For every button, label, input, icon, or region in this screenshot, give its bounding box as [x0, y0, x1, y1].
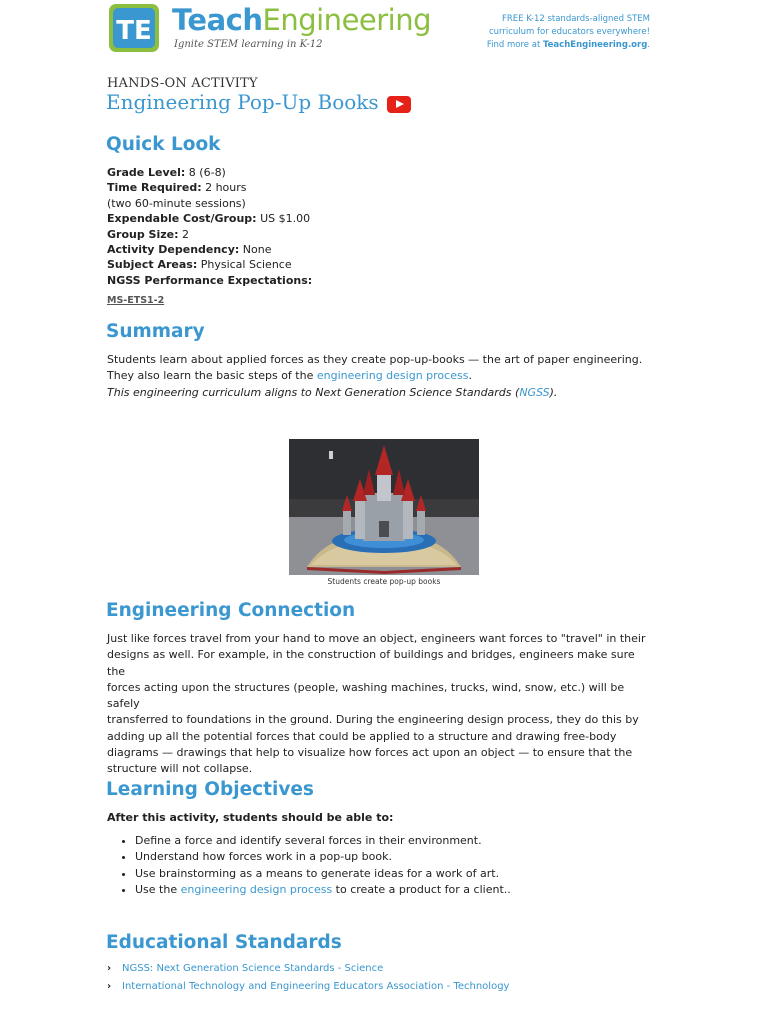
learning-objectives-heading: Learning Objectives [106, 779, 314, 800]
quick-look-value: (two 60-minute sessions) [107, 196, 246, 210]
paragraph-line: diagrams — drawings that help to visualize how forces act upon an object — to ensure that the [107, 746, 633, 760]
chevron-right-icon: › [107, 981, 112, 992]
engineering-design-process-link-2[interactable]: engineering design process [180, 882, 333, 896]
quick-look-label: Time Required: [107, 181, 202, 195]
summary-text [107, 352, 647, 401]
paragraph-line: forces acting upon the structures (people, washing machines, trucks, wind, snow, etc.) will be safely [107, 680, 625, 711]
standard-item-ngss[interactable] [107, 963, 383, 974]
summary-line-3-end: ). [549, 385, 558, 399]
summary-line-2 [107, 368, 647, 384]
standard-item-iteea[interactable] [107, 981, 509, 992]
quick-look-row [107, 273, 312, 288]
youtube-icon[interactable] [387, 96, 411, 113]
figure-caption: Students create pop-up books [327, 577, 441, 586]
educational-standards-heading: Educational Standards [106, 932, 342, 953]
paragraph-line: transferred to foundations in the ground. During the engineering design process, they do this by [107, 713, 639, 727]
activity-title: Engineering Pop-Up Books [106, 90, 379, 114]
logo-mark-text: TE [116, 16, 152, 46]
promo-suffix: . [647, 40, 650, 50]
learning-objectives-list [118, 833, 511, 898]
promo-text [470, 13, 650, 52]
quick-look-label: Group Size: [107, 227, 179, 241]
ngss-code-link[interactable]: MS-ETS1-2 [107, 295, 165, 306]
paragraph-line: structure will not collapse. [107, 762, 253, 776]
ngss-link[interactable]: NGSS [519, 385, 550, 399]
quick-look-row [107, 196, 312, 211]
standard-label: NGSS: Next Generation Science Standards - Science [122, 963, 384, 974]
quick-look-label: Activity Dependency: [107, 242, 240, 256]
summary-line-3 [107, 385, 647, 401]
quick-look-value: US $1.00 [256, 212, 311, 226]
quick-look-row [107, 165, 312, 180]
quick-look-value: 2 hours [201, 181, 247, 195]
summary-heading: Summary [106, 321, 205, 342]
promo-prefix: Find more at [486, 40, 543, 50]
quick-look-list [107, 165, 312, 288]
list-item: • Define a force and identify several forces in their environment. [135, 833, 511, 849]
quick-look-row [107, 242, 312, 257]
list-item-text: Use the [135, 882, 181, 896]
quick-look-label: Expendable Cost/Group: [107, 212, 257, 226]
paragraph-line: adding up all the potential forces that could be applied to a structure and drawing free-body [107, 729, 617, 743]
quick-look-heading: Quick Look [106, 134, 221, 155]
list-item-end: to create a product for a client.. [332, 882, 511, 896]
activity-kicker: HANDS-ON ACTIVITY [107, 76, 258, 91]
paragraph-line: Just like forces travel from your hand to move an object, engineers want forces to "travel" in their [107, 632, 646, 645]
engineering-connection-text [107, 631, 647, 778]
quick-look-value: None [239, 242, 272, 256]
promo-line-1: FREE K-12 standards-aligned STEM [501, 14, 650, 24]
teachengineering-logo-icon[interactable] [109, 4, 159, 52]
summary-line-2-text: They also learn the basic steps of the [107, 369, 317, 383]
promo-site-link[interactable]: TeachEngineering.org [543, 40, 648, 50]
summary-line-3-text: This engineering curriculum aligns to Next Generation Science Standards ( [107, 385, 520, 399]
quick-look-value: 8 (6-8) [185, 166, 226, 179]
popup-book-photo [289, 439, 479, 575]
summary-line-2-end: . [468, 369, 472, 383]
logo-teach: Teach [172, 3, 263, 37]
chevron-right-icon: › [107, 963, 112, 974]
quick-look-label: NGSS Performance Expectations: [107, 273, 313, 287]
standard-label: International Technology and Engineering Educators Association - Technology [122, 981, 510, 992]
engineering-design-process-link[interactable]: engineering design process [316, 369, 469, 383]
paragraph-line: designs as well. For example, in the construction of buildings and bridges, engineers make sure the [107, 648, 635, 678]
list-item: • Use brainstorming as a means to generate ideas for a work of art. [135, 866, 511, 882]
list-item: • Understand how forces work in a pop-up book. [135, 849, 511, 865]
logo-tagline: Ignite STEM learning in K-12 [174, 39, 323, 50]
engineering-connection-heading: Engineering Connection [106, 600, 356, 621]
quick-look-value: Physical Science [197, 258, 292, 272]
learning-objectives-intro: After this activity, students should be able to: [107, 811, 394, 824]
list-item [135, 882, 511, 898]
logo-wordmark[interactable] [172, 3, 431, 37]
quick-look-label: Grade Level: [107, 166, 186, 179]
quick-look-row [107, 211, 312, 226]
logo-engineering: Engineering [262, 3, 432, 37]
summary-line-1: Students learn about applied forces as they create pop-up-books — the art of paper engineering. [107, 353, 643, 366]
quick-look-value: 2 [178, 227, 189, 241]
quick-look-label: Subject Areas: [107, 258, 198, 272]
quick-look-row [107, 227, 312, 242]
promo-line-3 [470, 39, 650, 52]
quick-look-row [107, 257, 312, 272]
promo-line-2: curriculum for educators everywhere! [488, 27, 650, 37]
quick-look-row [107, 180, 312, 195]
